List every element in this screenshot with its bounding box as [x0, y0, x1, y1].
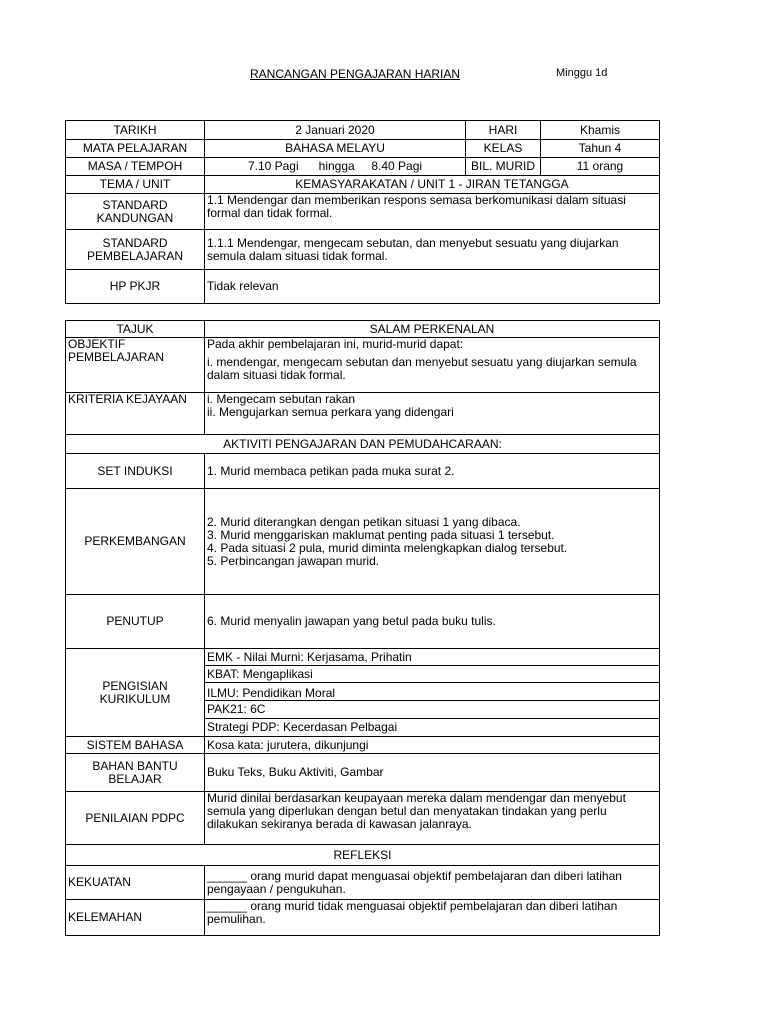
row-standard-pembelajaran	[66, 230, 660, 270]
week-label: Minggu 1d	[556, 67, 608, 79]
pengisian-ilmu: ILMU: Pendidikan Moral	[205, 683, 660, 701]
masa-value: 7.10 Pagi hingga 8.40 Pagi	[205, 158, 466, 176]
row-tema	[66, 176, 660, 194]
set-induksi-value: 1. Murid membaca petikan pada muka surat 2.	[205, 454, 660, 489]
row-sistem-bahasa	[66, 737, 660, 754]
row-penilaian	[66, 792, 660, 845]
row-standard-kandungan	[66, 194, 660, 230]
perkembangan-value	[205, 489, 660, 595]
kelas-value: Tahun 4	[541, 140, 660, 158]
kekuatan-value: ______ orang murid dapat menguasai objektif pembelajaran dan diberi latihan pengayaan / pengukuhan.	[205, 866, 660, 900]
row-bahan-bantu	[66, 754, 660, 792]
bahan-bantu-label: BAHAN BANTU BELAJAR	[66, 754, 205, 792]
hari-value: Khamis	[541, 121, 660, 140]
row-aktiviti-heading	[66, 435, 660, 454]
row-mata-pelajaran	[66, 140, 660, 158]
kekuatan-label: KEKUATAN	[66, 866, 205, 900]
mp-value: BAHASA MELAYU	[205, 140, 466, 158]
pengisian-emk: EMK - Nilai Murni: Kerjasama, Prihatin	[205, 649, 660, 666]
row-kriteria	[66, 393, 660, 435]
aktiviti-heading: AKTIVITI PENGAJARAN DAN PEMUDAHCARAAN:	[66, 435, 660, 454]
perkembangan-item: 2. Murid diterangkan dengan petikan situasi 1 yang dibaca.	[207, 514, 521, 529]
tema-value: KEMASYARAKATAN / UNIT 1 - JIRAN TETANGGA	[205, 176, 660, 194]
perkembangan-label: PERKEMBANGAN	[66, 489, 205, 595]
penilaian-value: Murid dinilai berdasarkan keupayaan mereka dalam mendengar dan menyebut semula yang diperlukan dengan betul dan menyatakan tindakan yang perlu dilakukan sekiranya berada di kawasan jalanraya.	[205, 792, 660, 845]
sp-value: 1.1.1 Mendengar, mengecam sebutan, dan menyebut sesuatu yang diujarkan semula dalam situasi tidak formal.	[205, 230, 660, 270]
document-title: RANCANGAN PENGAJARAN HARIAN	[250, 67, 461, 81]
perkembangan-item: 5. Perbincangan jawapan murid.	[207, 553, 380, 568]
row-objektif	[66, 338, 660, 393]
set-induksi-label: SET INDUKSI	[66, 454, 205, 489]
penutup-label: PENUTUP	[66, 595, 205, 649]
objektif-intro: Pada akhir pembelajaran ini, murid-murid dapat:	[207, 337, 464, 351]
row-perkembangan	[66, 489, 660, 595]
tarikh-value: 2 Januari 2020	[205, 121, 466, 140]
sk-value: 1.1 Mendengar dan memberikan respons semasa berkomunikasi dalam situasi formal dan tidak formal.	[205, 194, 660, 230]
sp-label: STANDARD PEMBELAJARAN	[66, 230, 205, 270]
sk-label: STANDARD KANDUNGAN	[66, 194, 205, 230]
row-refleksi-heading	[66, 845, 660, 866]
pengisian-kbat: KBAT: Mengaplikasi	[205, 666, 660, 683]
kelemahan-value: ______ orang murid tidak menguasai objektif pembelajaran dan diberi latihan pemulihan.	[205, 900, 660, 936]
hp-label: HP PKJR	[66, 270, 205, 304]
lesson-table	[65, 320, 660, 936]
kriteria-item: ii. Mengujarkan semua perkara yang didengari	[207, 405, 454, 419]
row-set-induksi	[66, 454, 660, 489]
info-table	[65, 120, 660, 304]
sistem-bahasa-label: SISTEM BAHASA	[66, 737, 205, 754]
row-hp-pkjr	[66, 270, 660, 304]
pengisian-pak21: PAK21: 6C	[205, 701, 660, 719]
pengisian-strategi: Strategi PDP: Kecerdasan Pelbagai	[205, 719, 660, 737]
refleksi-heading: REFLEKSI	[66, 845, 660, 866]
sistem-bahasa-value: Kosa kata: jurutera, dikunjungi	[205, 737, 660, 754]
bahan-bantu-value: Buku Teks, Buku Aktiviti, Gambar	[205, 754, 660, 792]
kriteria-item: i. Mengecam sebutan rakan	[207, 392, 356, 406]
hp-value: Tidak relevan	[205, 270, 660, 304]
tajuk-label: TAJUK	[66, 321, 205, 338]
perkembangan-item: 3. Murid menggariskan maklumat penting pada situasi 1 tersebut.	[207, 527, 555, 542]
penutup-value: 6. Murid menyalin jawapan yang betul pada buku tulis.	[205, 595, 660, 649]
hari-label: HARI	[466, 121, 541, 140]
row-tajuk	[66, 321, 660, 338]
row-penutup	[66, 595, 660, 649]
objektif-value	[205, 338, 660, 393]
kriteria-label: KRITERIA KEJAYAAN	[66, 393, 205, 435]
row-kelemahan	[66, 900, 660, 936]
murid-label: BIL. MURID	[466, 158, 541, 176]
perkembangan-item: 4. Pada situasi 2 pula, murid diminta melengkapkan dialog tersebut.	[207, 540, 568, 555]
tema-label: TEMA / UNIT	[66, 176, 205, 194]
kelemahan-label: KELEMAHAN	[66, 900, 205, 936]
penilaian-label: PENILAIAN PDPC	[66, 792, 205, 845]
row-pengisian-emk	[66, 649, 660, 666]
kriteria-value	[205, 393, 660, 435]
row-tarikh	[66, 121, 660, 140]
murid-value: 11 orang	[541, 158, 660, 176]
kelas-label: KELAS	[466, 140, 541, 158]
objektif-item: i. mendengar, mengecam sebutan dan menyebut sesuatu yang diujarkan semula dalam situasi tidak formal.	[207, 355, 637, 382]
row-masa	[66, 158, 660, 176]
row-kekuatan	[66, 866, 660, 900]
masa-label: MASA / TEMPOH	[66, 158, 205, 176]
mp-label: MATA PELAJARAN	[66, 140, 205, 158]
pengisian-label: PENGISIAN KURIKULUM	[66, 649, 205, 737]
tajuk-value: SALAM PERKENALAN	[205, 321, 660, 338]
objektif-label: OBJEKTIF PEMBELAJARAN	[66, 338, 205, 393]
tarikh-label: TARIKH	[66, 121, 205, 140]
